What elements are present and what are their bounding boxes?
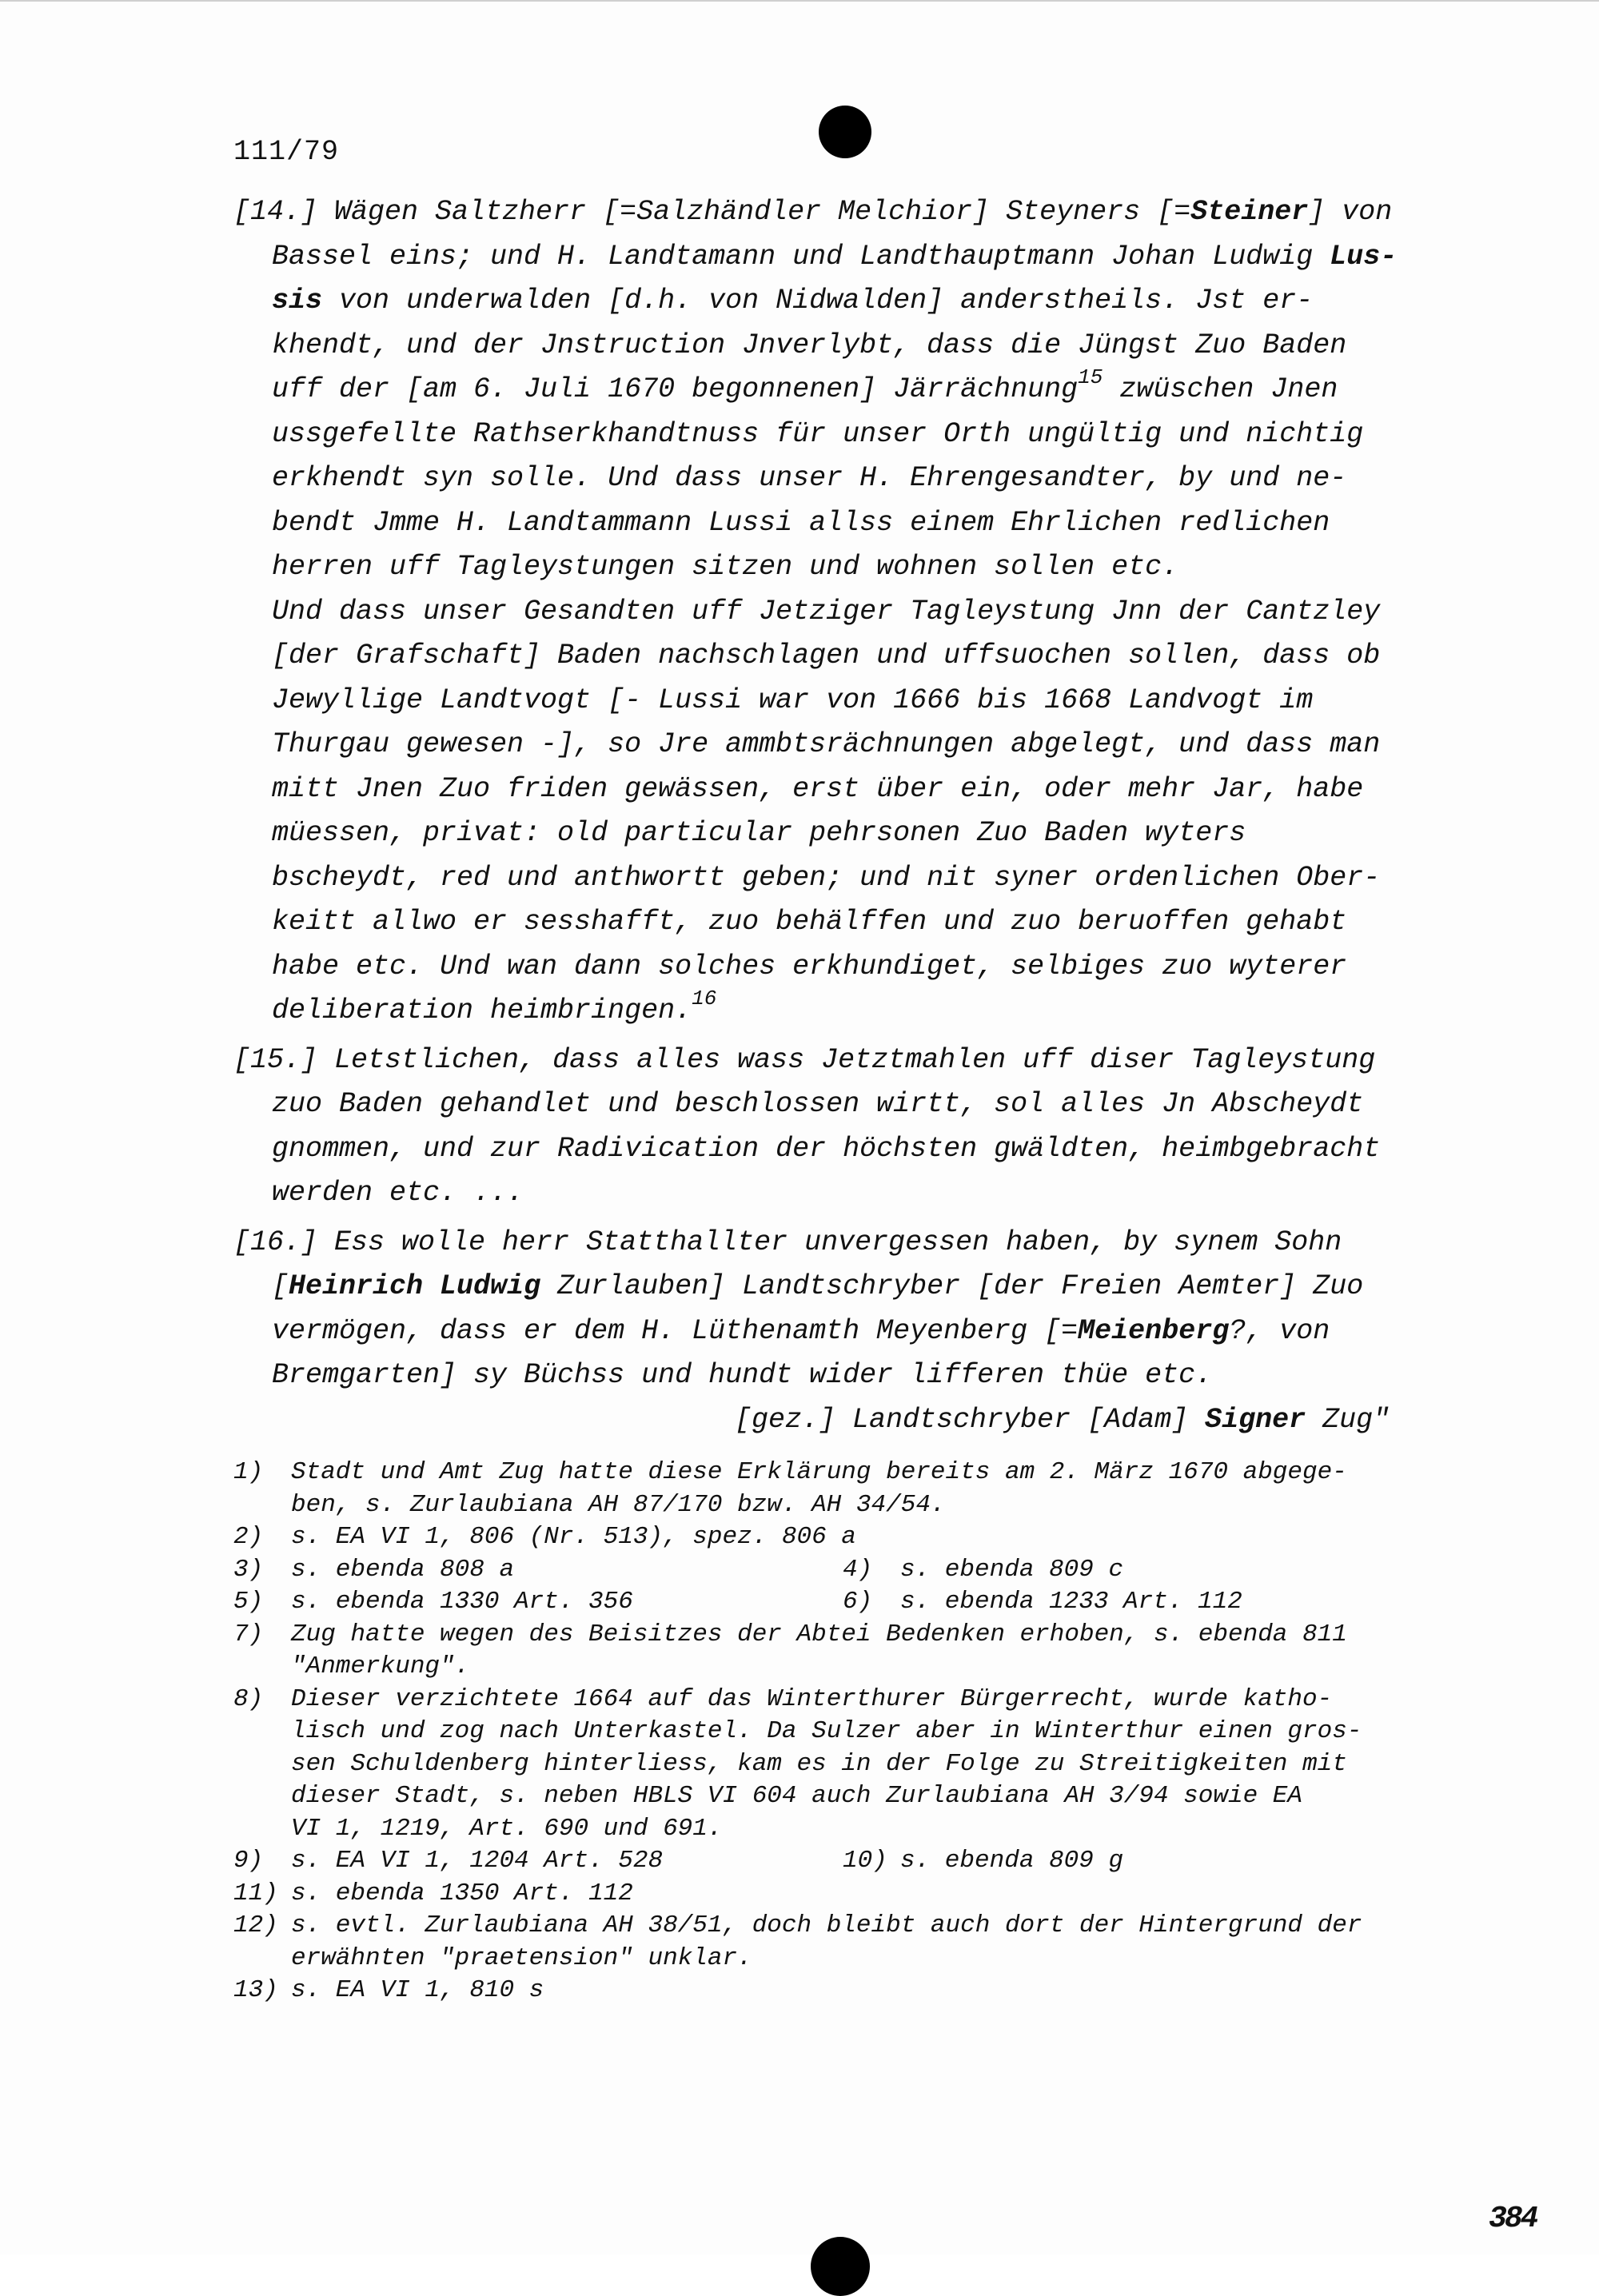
entry-14-line: [14.] Wägen Saltzherr [=Salzhändler Melchior] Steyners [=Steiner] von [233,196,1393,228]
entry-15-line: werden etc. ... [272,1177,524,1209]
page-number: 111/79 [233,136,340,168]
footnote-2: 2) s. EA VI 1, 806 (Nr. 513), spez. 806 a [233,1523,856,1551]
footnote-12-cont: erwähnten "praetension" unklar. [291,1943,752,1972]
footnote-1-cont: ben, s. Zurlaubiana AH 87/170 bzw. AH 34/54. [291,1490,946,1519]
footnote-13: 13) s. EA VI 1, 810 s [233,1976,544,2004]
entry-14-line: khendt, und der Jnstruction Jnverlybt, dass die Jüngst Zuo Baden [272,329,1347,361]
footnote-11: 11) s. ebenda 1350 Art. 112 [233,1879,633,1907]
entry-14-line: uff der [am 6. Juli 1670 begonnenen] Järrächnung$^{15}$ zwüschen Jnen [272,365,1338,405]
entry-14-line: Und dass unser Gesandten uff Jetziger Tagleystung Jnn der Cantzley [272,595,1381,628]
entry-16-line: [Heinrich Ludwig Zurlauben] Landtschryber [der Freien Aemter] Zuo [272,1270,1364,1302]
entry-14-line: Bassel eins; und H. Landtamann und Landthauptmann Johan Ludwig Lus- [272,240,1398,273]
footnote-1: 1) Stadt und Amt Zug hatte diese Erklärung bereits am 2. März 1670 abgege- [233,1458,1347,1486]
entry-14-line: Jewyllige Landtvogt [- Lussi war von 1666 bis 1668 Landvogt im [272,684,1314,716]
entry-14-line: sis von underwalden [d.h. von Nidwalden] anderstheils. Jst er- [272,285,1314,317]
punch-hole-top [819,106,871,158]
footnote-9-10: 9) s. EA VI 1, 1204 Art. 528 10) s. ebenda 809 g [233,1847,1124,1875]
entry-14-line: habe etc. Und wan dann solches erkhundiget, selbiges zuo wyterer [272,950,1347,983]
footnotes [233,1457,1481,2007]
entry-14-line: ussgefellte Rathserkhandtnuss für unser Orth ungültig und nichtig [272,417,1364,450]
footnote-5-6: 5) s. ebenda 1330 Art. 356 6) s. ebenda 1233 Art. 112 [233,1588,1242,1616]
footnote-7: 7) Zug hatte wegen des Beisitzes der Abtei Bedenken erhoben, s. ebenda 811 [233,1620,1347,1648]
entry-15-line: gnommen, und zur Radivication der höchsten gwäldten, heimbgebracht [272,1132,1381,1165]
entry-14-line: müessen, privat: old particular pehrsonen Zuo Baden wyters [272,817,1246,849]
footnote-7-cont: "Anmerkung". [291,1652,470,1680]
entry-14-line: deliberation heimbringen.$^{16}$ [272,987,717,1026]
footnote-8-cont: lisch und zog nach Unterkastel. Da Sulzer aber in Winterthur einen gros- [291,1717,1362,1745]
archive-stamp: 384 [1489,2202,1537,2236]
signature-line: [gez.] Landtschryber [Adam] Signer Zug" [735,1403,1390,1436]
footnote-ref-16: 16 [692,987,717,1011]
footnote-8-cont: VI 1, 1219, Art. 690 und 691. [291,1814,723,1843]
entry-14-line: [der Grafschaft] Baden nachschlagen und uffsuochen sollen, dass ob [272,640,1381,672]
footnote-3-4: 3) s. ebenda 808 a 4) s. ebenda 809 c [233,1555,1124,1584]
entry-16-line: vermögen, dass er dem H. Lüthenamth Meyenberg [=Meienberg?, von [272,1314,1330,1347]
entry-16-line: [16.] Ess wolle herr Statthallter unvergessen haben, by synem Sohn [233,1226,1342,1258]
entry-14-line: bendt Jmme H. Landtammann Lussi allss einem Ehrlichen redlichen [272,506,1330,539]
entry-14-line: bscheydt, red und anthwortt geben; und nit syner ordenlichen Ober- [272,861,1381,894]
entry-16-line: Bremgarten] sy Büchss und hundt wider lifferen thüe etc. [272,1359,1213,1391]
entry-14-line: herren uff Tagleystungen sitzen und wohnen sollen etc. [272,551,1179,583]
footnote-8: 8) Dieser verzichtete 1664 auf das Winterthurer Bürgerrecht, wurde katho- [233,1684,1333,1713]
entry-15-line: zuo Baden gehandlet und beschlossen wirtt, sol alles Jn Abscheydt [272,1088,1364,1120]
footnote-12: 12) s. evtl. Zurlaubiana AH 38/51, doch bleibt auch dort der Hintergrund der [233,1911,1362,1939]
entry-14-line: Thurgau gewesen -], so Jre ammbtsrächnungen abgelegt, und dass man [272,728,1381,760]
entry-14-line: erkhendt syn solle. Und dass unser H. Ehrengesandter, by und ne- [272,462,1347,494]
entry-15-line: [15.] Letstlichen, dass alles wass Jetztmahlen uff diser Tagleystung [233,1043,1376,1076]
footnote-8-cont: sen Schuldenberg hinterliess, kam es in der Folge zu Streitigkeiten mit [291,1749,1347,1778]
entry-14-line: mitt Jnen Zuo friden gewässen, erst über ein, oder mehr Jar, habe [272,772,1364,805]
entry-14-line: keitt allwo er sesshafft, zuo behälffen und zuo beruoffen gehabt [272,906,1347,938]
footnote-ref-15: 15 [1078,365,1103,390]
footnote-8-cont: dieser Stadt, s. neben HBLS VI 604 auch Zurlaubiana AH 3/94 sowie EA [291,1782,1303,1810]
document-body [233,190,1481,1442]
punch-hole-bottom [811,2237,870,2296]
